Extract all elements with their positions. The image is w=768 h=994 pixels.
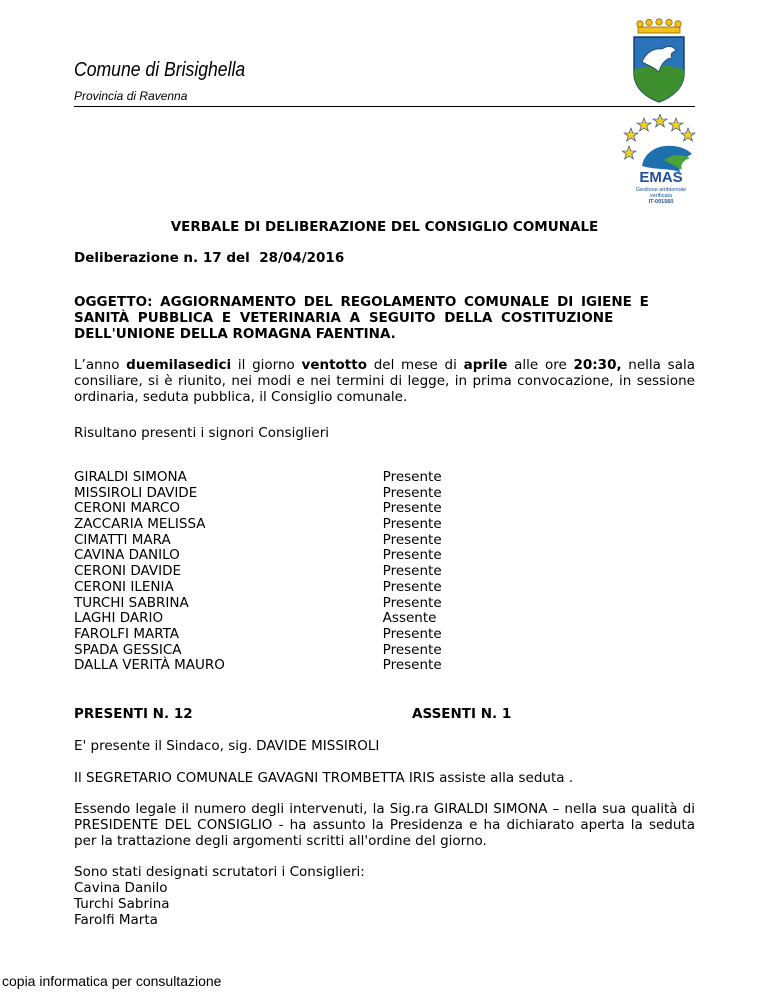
subject-line-3: DELL'UNIONE DELLA ROMAGNA FAENTINA. xyxy=(74,326,396,342)
councillor-status: Presente xyxy=(382,657,442,674)
intro-time: 20:30, xyxy=(573,357,622,373)
subject-text-1: OGGETTO: AGGIORNAMENTO DEL REGOLAMENTO COMUNALE DI IGIENE E xyxy=(74,294,649,310)
intro-paragraph xyxy=(74,357,695,405)
intro-year: duemilasedici xyxy=(126,357,232,373)
councillor-row xyxy=(74,485,474,501)
councillor-name: LAGHI DARIO xyxy=(74,610,164,627)
councillor-status: Presente xyxy=(382,469,442,485)
councillor-status: Presente xyxy=(382,594,442,611)
councillor-row xyxy=(74,610,474,626)
councillor-status: Presente xyxy=(382,578,442,595)
teller-name: Cavina Danilo xyxy=(74,880,168,896)
councillor-name: CERONI MARCO xyxy=(74,500,180,517)
councillor-status: Presente xyxy=(382,531,442,548)
present-total: PRESENTI N. 12 xyxy=(74,706,193,722)
tellers-intro: Sono stati designati scrutatori i Consiglieri: xyxy=(74,864,365,880)
intro-text-4: alle ore xyxy=(507,357,574,373)
secretary-line: Il SEGRETARIO COMUNALE GAVAGNI TROMBETTA IRIS assiste alla seduta . xyxy=(74,770,574,786)
councillor-status: Presente xyxy=(382,547,442,564)
tellers-block xyxy=(74,864,365,928)
councillor-status: Assente xyxy=(382,610,437,627)
councillor-name: CERONI ILENIA xyxy=(74,578,174,595)
header-divider xyxy=(74,106,695,107)
councillor-name: FAROLFI MARTA xyxy=(74,625,180,642)
councillor-row xyxy=(74,626,474,642)
emas-logo-text: EMAS xyxy=(639,169,683,186)
subject-line-1 xyxy=(74,294,695,310)
intro-text-3: del mese di xyxy=(367,357,464,373)
document-heading: VERBALE DI DELIBERAZIONE DEL CONSIGLIO COMUNALE xyxy=(170,219,599,235)
councillor-row xyxy=(74,516,474,532)
subject-block xyxy=(74,294,695,342)
councillor-list xyxy=(74,469,474,673)
councillor-name: CAVINA DANILO xyxy=(74,547,180,564)
councillor-status: Presente xyxy=(382,516,442,533)
councillor-status: Presente xyxy=(382,500,442,517)
absent-total: ASSENTI N. 1 xyxy=(412,706,512,722)
coat-of-arms-icon xyxy=(628,18,690,104)
councillor-status: Presente xyxy=(382,641,442,658)
councillor-name: CIMATTI MARA xyxy=(74,531,171,548)
councillor-name: ZACCARIA MELISSA xyxy=(74,516,206,533)
councillor-name: TURCHI SABRINA xyxy=(74,594,189,611)
municipality-title: Comune di Brisighella xyxy=(74,59,246,81)
intro-text-2: il giorno xyxy=(231,357,302,373)
councillor-row xyxy=(74,595,474,611)
councillor-name: MISSIROLI DAVIDE xyxy=(74,484,198,501)
councillor-row xyxy=(74,657,474,673)
councillor-status: Presente xyxy=(382,484,442,501)
councillor-row xyxy=(74,532,474,548)
councillor-row xyxy=(74,579,474,595)
footer-note: copia informatica per consultazione xyxy=(2,973,222,989)
emas-caption xyxy=(624,187,698,205)
emas-logo xyxy=(622,114,696,206)
emas-stars-icon xyxy=(622,114,696,174)
emas-caption-line1: Gestione ambientale xyxy=(635,187,687,193)
councillor-row xyxy=(74,547,474,563)
councillor-row xyxy=(74,563,474,579)
subject-text-2: SANITÀ PUBBLICA E VETERINARIA A SEGUITO DELLA COSTITUZIONE xyxy=(74,310,614,326)
quorum-paragraph: Essendo legale il numero degli intervenuti, la Sig.ra GIRALDI SIMONA – nella sua qualità di PRESIDENTE DEL CONSIGLIO - ha assunto la Presidenza e ha dichiarato aperta la seduta per la trattazione degli argomenti scritti all'ordine del giorno. xyxy=(74,801,695,849)
intro-day: ventotto xyxy=(301,357,367,373)
councillor-status: Presente xyxy=(382,625,442,642)
councillor-row xyxy=(74,642,474,658)
councillor-name: SPADA GESSICA xyxy=(74,641,182,658)
deliberation-number: Deliberazione n. 17 del 28/04/2016 xyxy=(74,250,345,266)
teller-name: Farolfi Marta xyxy=(74,912,158,928)
intro-text-5: nella sala consiliare, si è riunito, nei modi e nei termini di legge, in prima convocazione, in sessione ordinaria, seduta pubblica, il Consiglio comunale. xyxy=(74,357,695,405)
province-subtitle: Provincia di Ravenna xyxy=(74,89,188,103)
subject-line-2 xyxy=(74,310,695,326)
councillor-row xyxy=(74,500,474,516)
councillor-row xyxy=(74,469,474,485)
present-intro: Risultano presenti i signori Consiglieri xyxy=(74,425,330,441)
councillor-name: DALLA VERITÀ MAURO xyxy=(74,657,225,674)
mayor-line: E' presente il Sindaco, sig. DAVIDE MISSIROLI xyxy=(74,738,380,754)
councillor-status: Presente xyxy=(382,563,442,580)
councillor-name: GIRALDI SIMONA xyxy=(74,469,187,485)
emas-registration: IT-001560 xyxy=(648,199,674,205)
councillor-name: CERONI DAVIDE xyxy=(74,563,182,580)
teller-name: Turchi Sabrina xyxy=(74,896,170,912)
intro-month: aprile xyxy=(463,357,508,373)
intro-text-1: L’anno xyxy=(74,357,127,373)
emas-caption-line2: verificata xyxy=(649,193,672,199)
